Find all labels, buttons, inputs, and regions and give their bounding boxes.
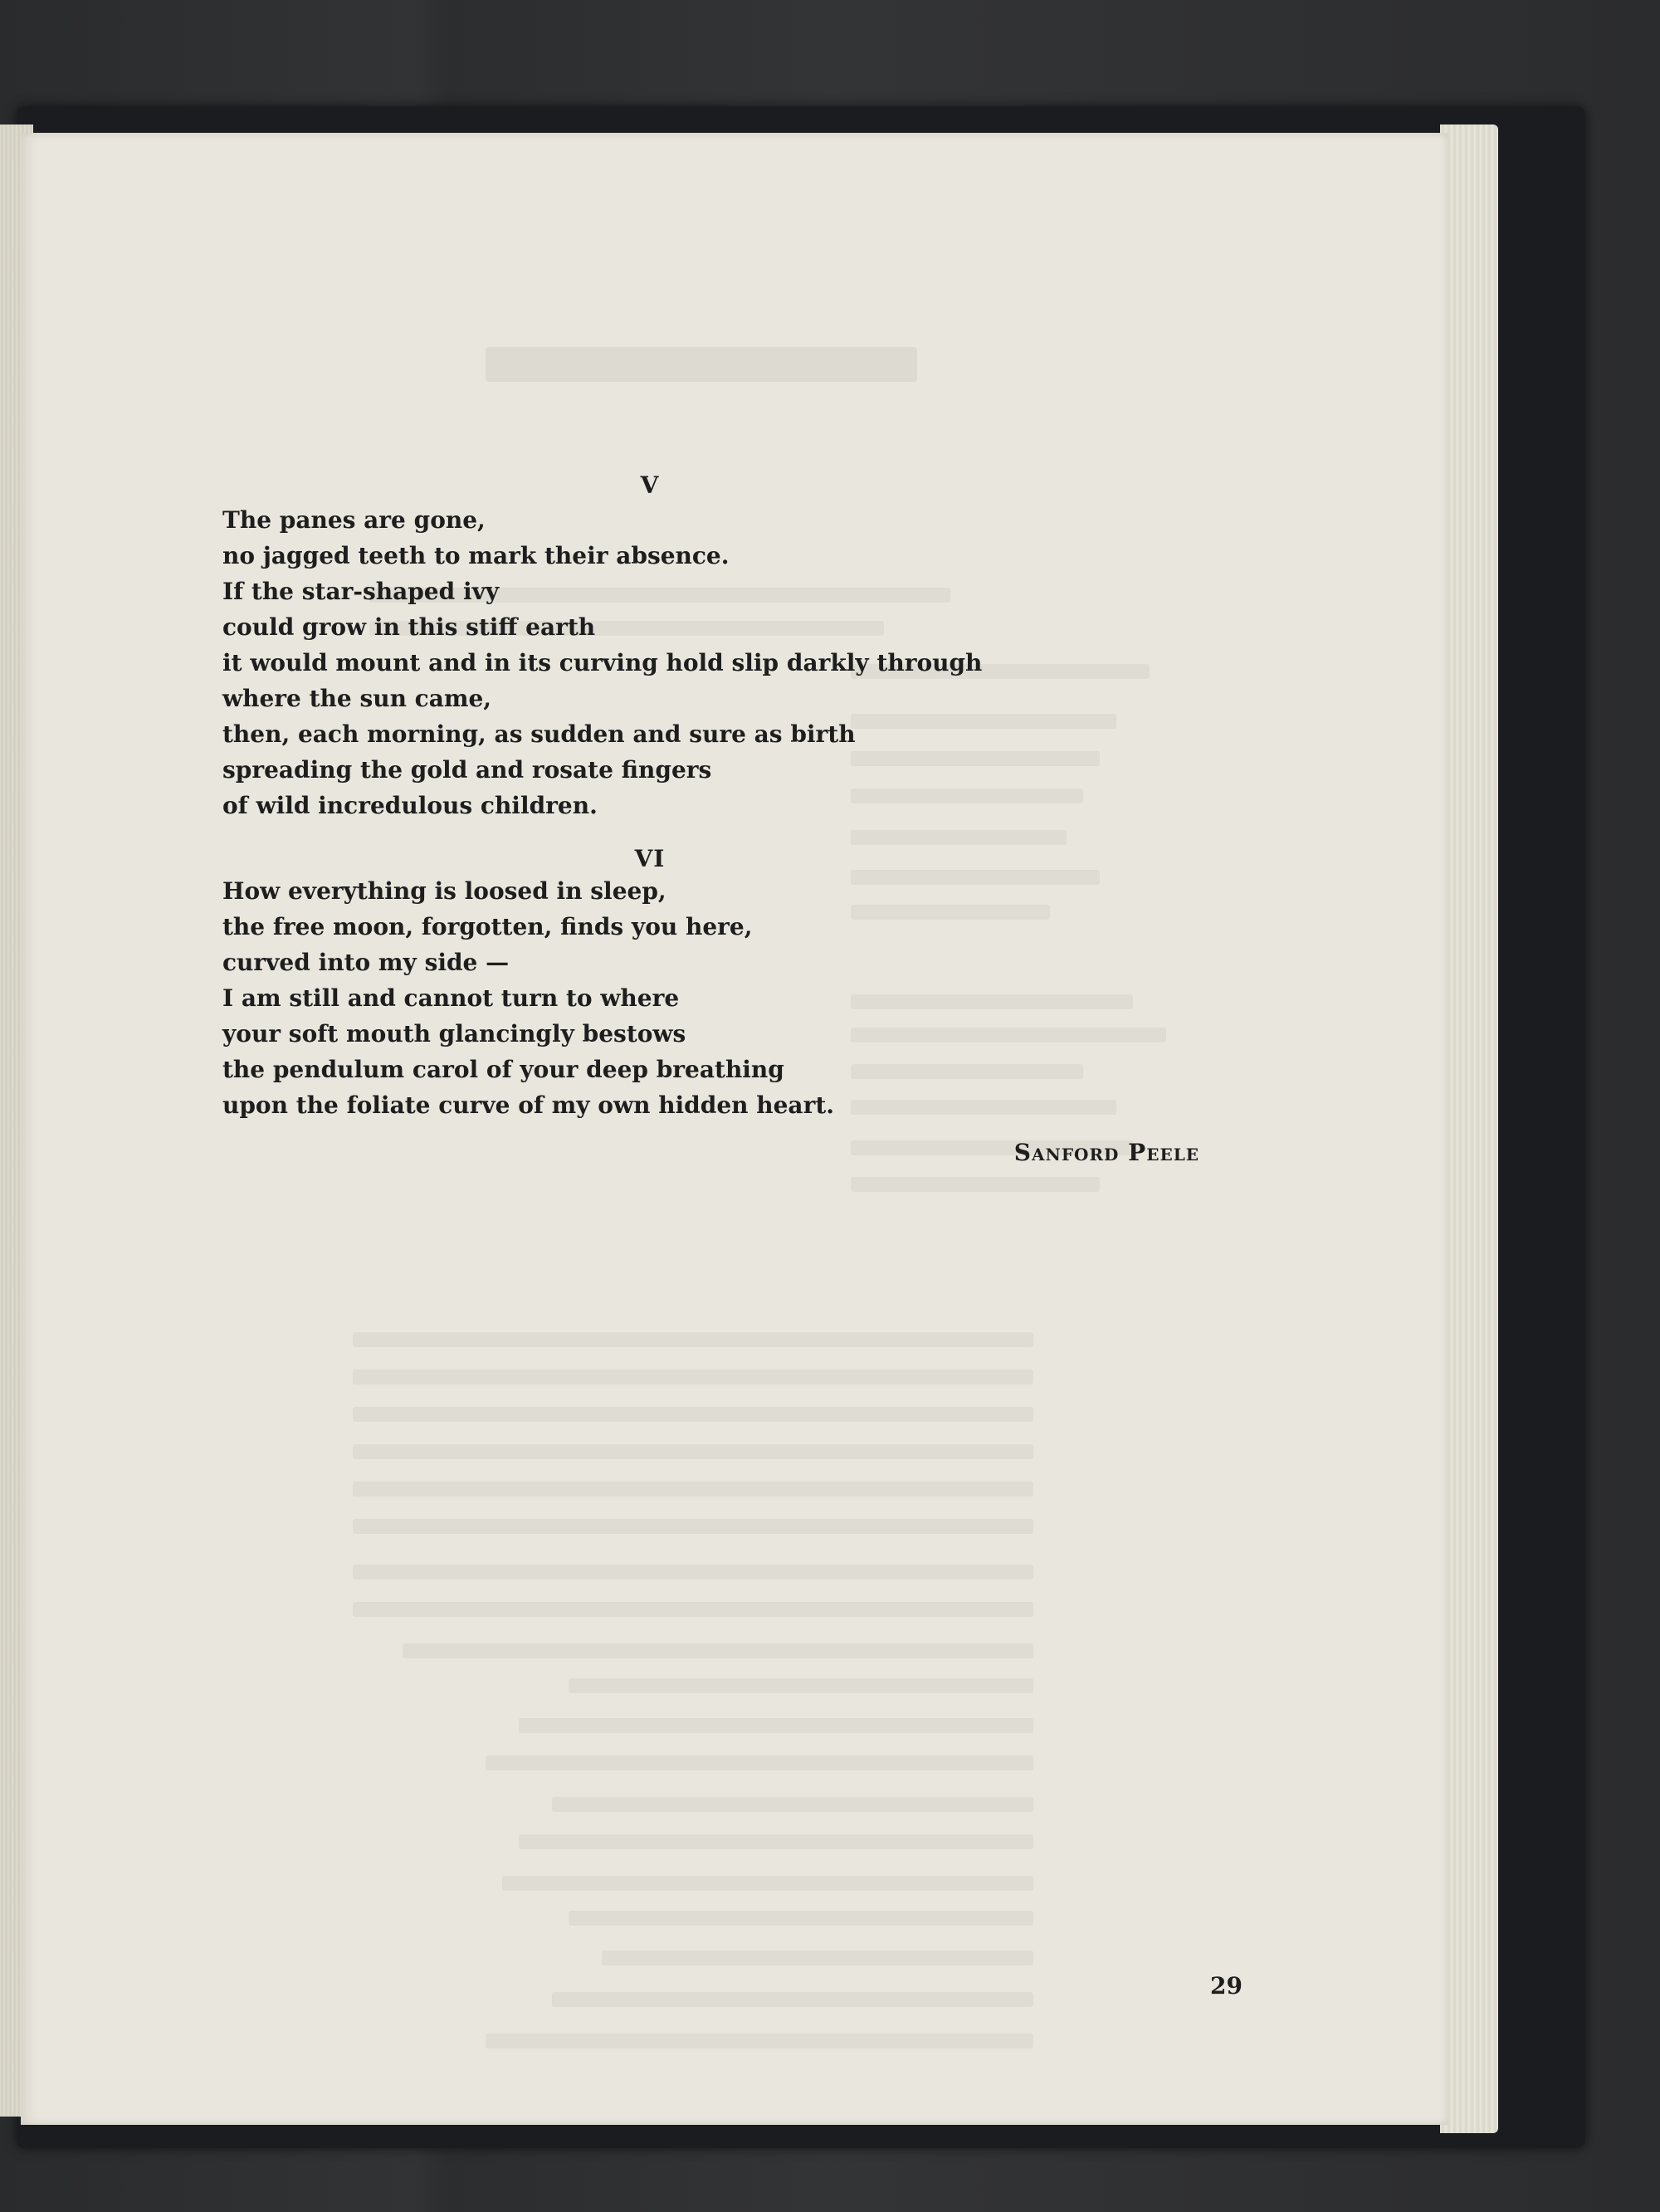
poem-text <box>21 133 1448 2125</box>
verse-line: The panes are gone, <box>222 506 486 534</box>
verse-line: curved into my side — <box>222 949 510 976</box>
section-number-vi: VI <box>634 845 666 872</box>
verse-line: then, each morning, as sudden and sure as birth <box>222 720 856 748</box>
verse-line: upon the foliate curve of my own hidden heart. <box>222 1091 835 1119</box>
page-number: 29 <box>1210 1972 1243 2000</box>
verse-line: the free moon, forgotten, finds you here, <box>222 913 753 940</box>
verse-line: it would mount and in its curving hold slip darkly through <box>222 649 983 676</box>
verse-line: where the sun came, <box>222 685 492 712</box>
verse-line: no jagged teeth to mark their absence. <box>222 542 730 569</box>
right-page-edges <box>1440 125 1498 2133</box>
verse-line: I am still and cannot turn to where <box>222 984 680 1012</box>
verse-line: How everything is loosed in sleep, <box>222 877 666 905</box>
verse-line: your soft mouth glancingly bestows <box>222 1020 686 1047</box>
verse-line: spreading the gold and rosate fingers <box>222 756 712 784</box>
stanza-vi <box>222 873 834 1123</box>
section-number-v: V <box>640 471 660 499</box>
verse-line: could grow in this stiff earth <box>222 613 596 641</box>
stanza-v <box>222 502 982 823</box>
verse-line: the pendulum carol of your deep breathing <box>222 1056 784 1083</box>
verse-line: of wild incredulous children. <box>222 792 598 819</box>
book-page <box>21 133 1448 2125</box>
verse-line: If the star-shaped ivy <box>222 578 500 605</box>
author-signature: Sanford Peele <box>1013 1139 1199 1166</box>
